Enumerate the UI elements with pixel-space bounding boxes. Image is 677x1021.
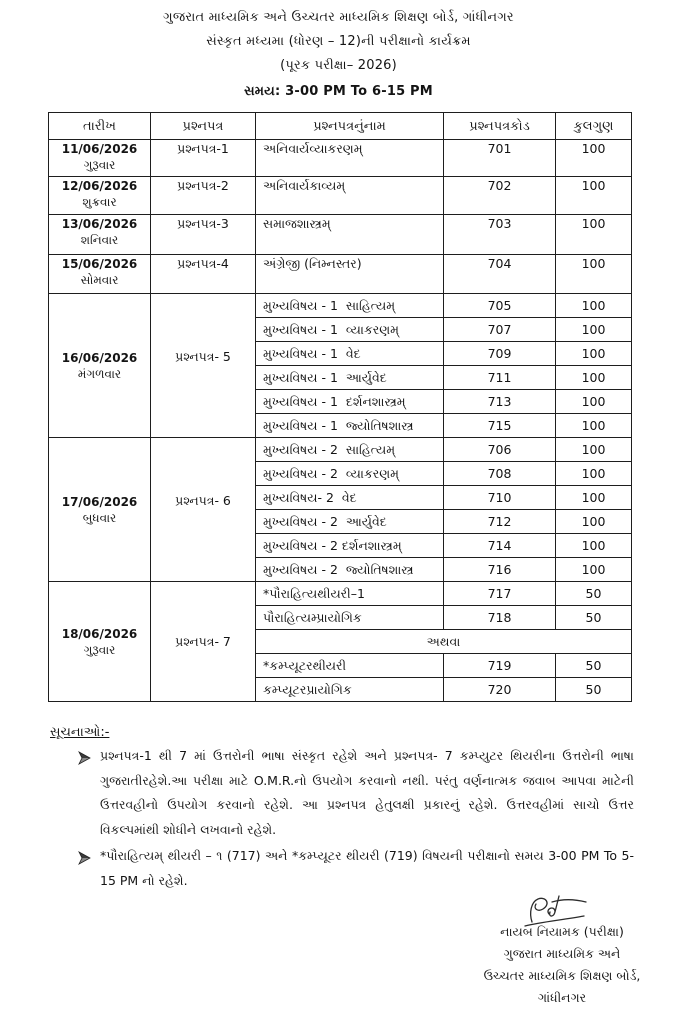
subject-name: અનિવાર્યવ્યાકરણમ્ [256,140,444,177]
total-marks: 100 [556,390,632,414]
subject-name: મુખ્યવિષય - 2 જ્યોતિષશાસ્ત્ર [256,558,444,582]
exam-date: 16/06/2026 [61,350,138,365]
subject-code: 719 [444,654,556,678]
exam-subtitle: (પૂરક પરીક્ષા– 2026) [280,58,397,73]
subject-code: 706 [444,438,556,462]
exam-weekday: બુધવાર [82,510,117,525]
subject-code: 703 [444,215,556,255]
subject-code: 716 [444,558,556,582]
exam-date: 13/06/2026 [61,217,138,231]
instructions-list [78,744,634,896]
subject-name: મુખ્યવિષય - 1 વ્યાકરણમ્ [256,318,444,342]
paper-cell: પ્રશ્નપત્ર-4 [151,255,256,294]
paper-cell: પ્રશ્નપત્ર-2 [151,177,256,215]
date-cell [49,294,151,438]
arrow-bullet-icon [78,844,100,865]
board-name: ગુજરાત માધ્યમિક અને ઉચ્ચતર માધ્યમિક શિક્ષણ બોર્ડ, ગાંધીનગર [163,10,514,25]
subject-code: 712 [444,510,556,534]
subject-name: મુખ્યવિષય - 1 દર્શનશાસ્ત્રમ્ [256,390,444,414]
subject-name: મુખ્યવિષય - 2 સાહિત્યમ્ [256,438,444,462]
total-marks: 100 [556,140,632,177]
paper-cell: પ્રશ્નપત્ર- 5 [151,294,256,438]
instruction-text: *પૌરાહિત્યમ્ થીયરી – ૧ (717) અને *કમ્પ્યૂટર થીયરી (719) વિષયની પરીક્ષાનો સમય 3-00 PM To 5-15 PM નો રહેશે. [100,848,634,888]
table-row [49,582,632,606]
total-marks: 100 [556,510,632,534]
signatory-city: ગાંધીનગર [537,990,587,1005]
signatory-office-line1: ગુજરાત માધ્યમિક અને [503,946,621,961]
total-marks: 100 [556,294,632,318]
arrow-bullet-icon [78,744,100,765]
table-row [49,140,632,177]
exam-weekday: મંગળવાર [77,366,122,381]
subject-code: 711 [444,366,556,390]
exam-date: 15/06/2026 [61,257,138,271]
total-marks: 100 [556,342,632,366]
subject-name: મુખ્યવિષય - 1 આર્યુવેદ [256,366,444,390]
date-cell [49,582,151,702]
subject-name: મુખ્યવિષય - 2 આર્યુવેદ [256,510,444,534]
signatory-office-line2: ઉચ્ચતર માધ્યમિક શિક્ષણ બોર્ડ, [483,968,641,983]
date-cell [49,177,151,215]
date-cell [49,215,151,255]
column-header-paper-code: પ્રશ્નપત્રકોડ [444,113,556,140]
exam-weekday: ગુરૂવાર [83,642,116,657]
total-marks: 50 [556,606,632,630]
total-marks: 100 [556,558,632,582]
total-marks: 100 [556,462,632,486]
paper-cell: પ્રશ્નપત્ર- 7 [151,582,256,702]
date-cell [49,255,151,294]
column-header-paper: પ્રશ્નપત્ર [151,113,256,140]
exam-weekday: શનિવાર [80,233,119,247]
subject-name: મુખ્યવિષય - 2 વ્યાકરણમ્ [256,462,444,486]
subject-code: 713 [444,390,556,414]
date-cell [49,438,151,582]
subject-code: 708 [444,462,556,486]
subject-name: અંગ્રેજી (નિમ્નસ્તર) [256,255,444,294]
document-title: સંસ્કૃત મધ્યમા (ધોરણ – 12)ની પરીક્ષાનો કાર્યક્રમ [206,34,471,49]
subject-code: 720 [444,678,556,702]
paper-cell: પ્રશ્નપત્ર-1 [151,140,256,177]
subject-code: 714 [444,534,556,558]
subject-name: પૌરાહિત્યમ્પ્રાયોગિક [256,606,444,630]
total-marks: 100 [556,534,632,558]
signatory-designation: નાયબ નિયામક (પરીક્ષા) [500,924,624,939]
table-row [49,438,632,462]
total-marks: 100 [556,177,632,215]
paper-cell: પ્રશ્નપત્ર-3 [151,215,256,255]
table-row [49,215,632,255]
instruction-text: પ્રશ્નપત્ર-1 થી 7 માં ઉત્તરોની ભાષા સંસ્કૃત રહેશે અને પ્રશ્નપત્ર- 7 કમ્પ્યુટર થિયરીના ઉત્તરોની ભાષા ગુજરાતીરહેશે.આ પરીક્ષા માટે O.M.R.નો ઉપયોગ કરવાનો નથી. પરંતુ વર્ણનાત્મક જવાબ આપવા માટેની ઉત્તરવહીનો ઉપયોગ કરવાનો રહેશે. આ પ્રશ્નપત્ર હેતુલક્ષી પ્રકારનું રહેશે. ઉત્તરવહીમાં સાચો ઉત્તર વિકલ્પમાંથી શોધીને લખવાનો રહેશે. [100,748,634,837]
subject-name: *પૌરાહિત્યથીયરી–1 [256,582,444,606]
total-marks: 100 [556,486,632,510]
subject-name: મુખ્યવિષય- 2 વેદ [256,486,444,510]
subject-code: 701 [444,140,556,177]
total-marks: 50 [556,582,632,606]
total-marks: 100 [556,438,632,462]
subject-name: મુખ્યવિષય - 2 દર્શનશાસ્ત્રમ્ [256,534,444,558]
subject-name: મુખ્યવિષય - 1 જ્યોતિષશાસ્ત્ર [256,414,444,438]
exam-date: 11/06/2026 [61,142,138,156]
subject-code: 718 [444,606,556,630]
column-header-date: તારીખ [49,113,151,140]
exam-weekday: શુક્રવાર [82,195,117,209]
instruction-item [78,744,634,842]
total-marks: 100 [556,255,632,294]
exam-weekday: સોમવાર [80,273,119,287]
paper-cell: પ્રશ્નપત્ર- 6 [151,438,256,582]
total-marks: 100 [556,414,632,438]
table-row [49,294,632,318]
subject-code: 705 [444,294,556,318]
date-cell [49,140,151,177]
table-row [49,255,632,294]
subject-code: 707 [444,318,556,342]
column-header-total-marks: કુલગુણ [556,113,632,140]
subject-name: મુખ્યવિષય - 1 વેદ [256,342,444,366]
subject-code: 710 [444,486,556,510]
table-header-row [49,113,632,140]
subject-code: 704 [444,255,556,294]
subject-name: મુખ્યવિષય - 1 સાહિત્યમ્ [256,294,444,318]
subject-code: 709 [444,342,556,366]
total-marks: 100 [556,318,632,342]
signatory-block [462,921,662,1009]
instruction-item [78,844,634,893]
total-marks: 100 [556,366,632,390]
exam-date: 17/06/2026 [61,494,138,509]
subject-code: 717 [444,582,556,606]
subject-code: 715 [444,414,556,438]
subject-name: અનિવાર્યકાવ્યમ્ [256,177,444,215]
instructions-heading: સૂચનાઓ:- [50,725,110,740]
exam-date: 18/06/2026 [61,626,138,641]
total-marks: 50 [556,654,632,678]
subject-code: 702 [444,177,556,215]
table-row [49,177,632,215]
subject-name: સમાજશાસ્ત્રમ્ [256,215,444,255]
or-separator: અથવા [256,630,632,654]
column-header-paper-name: પ્રશ્નપત્રનુંનામ [256,113,444,140]
exam-time: સમય: 3-00 PM To 6-15 PM [244,84,433,99]
exam-date: 12/06/2026 [61,179,138,193]
total-marks: 50 [556,678,632,702]
subject-name: *કમ્પ્યૂટરથીયરી [256,654,444,678]
exam-weekday: ગુરૂવાર [83,158,116,172]
exam-timetable [48,112,632,702]
total-marks: 100 [556,215,632,255]
subject-name: કમ્પ્યૂટરપ્રાયોગિક [256,678,444,702]
